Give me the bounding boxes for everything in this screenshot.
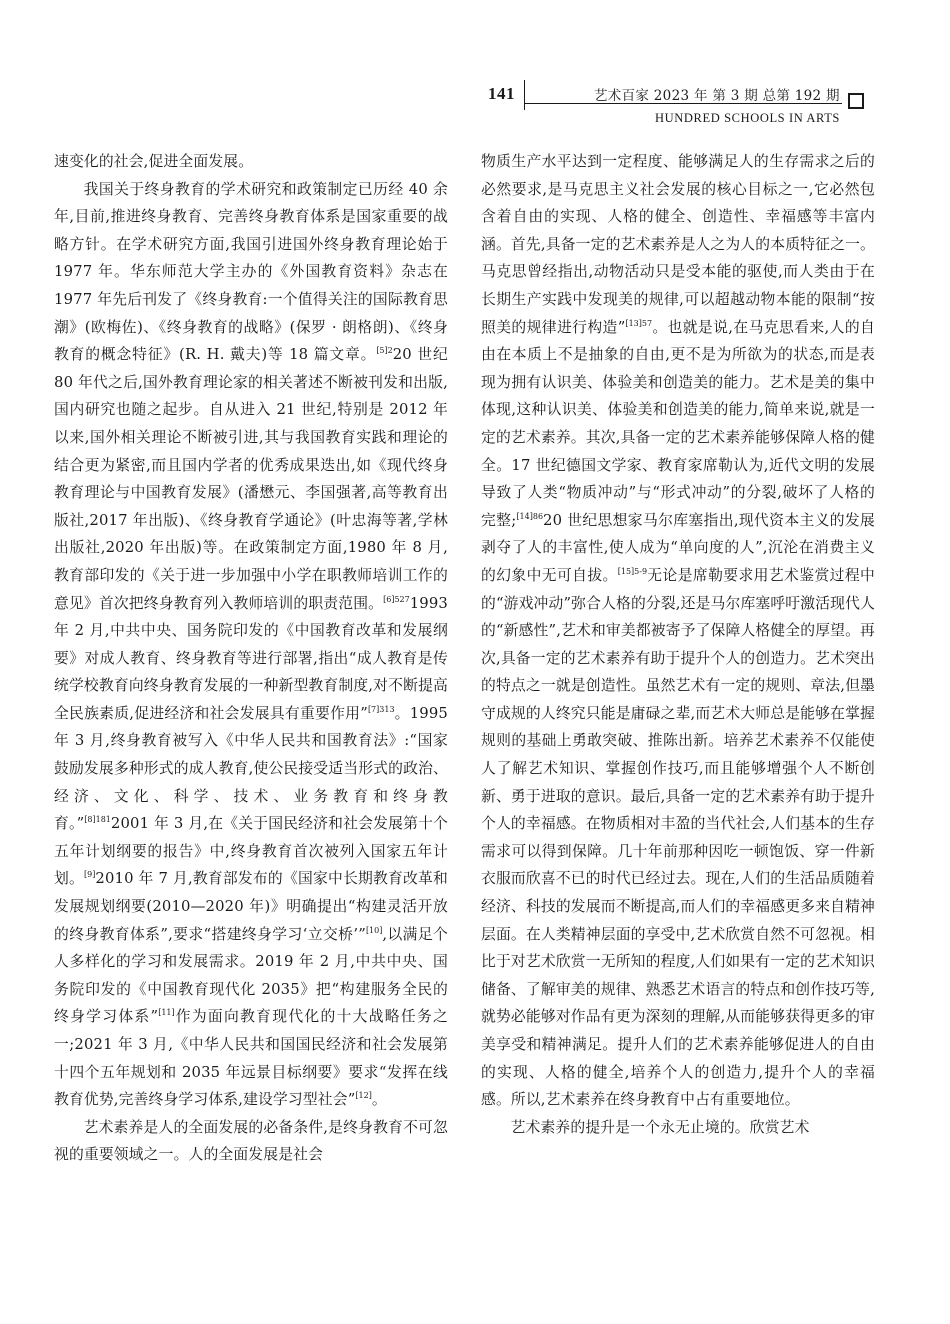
text-run: 。也就是说,在马克思看来,人的自由在本质上不是抽象的自由,更不是为所欲为的状态,而是表现为拥有认识美、体验美和创造美的能力。艺术是美的集中体现,这种认识美、体验美和创造美的能力,简单来说,就是一定的艺术素养。其次,具备一定的艺术素养能够保障人格的健全。17 世纪德国文学家、教育家席勒认为,近代文明的发展导致了人类“物质冲动”与“形式冲动”的分裂,破坏了人格的完整; xyxy=(481,318,876,529)
citation: [12] xyxy=(355,1091,372,1101)
journal-title-english: HUNDRED SCHOOLS IN ARTS xyxy=(655,111,840,125)
text-run: 20 世纪思想家马尔库塞指出,现代资本主义的发展剥夺了人的丰富性,使人成为“单向度的人”,沉沦在消费主义的幻象中无可自拔。 xyxy=(481,511,876,584)
citation: [11] xyxy=(158,1008,175,1018)
citation: [14]86 xyxy=(516,511,544,521)
paragraph: 艺术素养的提升是一个永无止境的。欣赏艺术 xyxy=(510,1118,810,1136)
text-run: 物质生产水平达到一定程度、能够满足人的生存需求之后的必然要求,是马克思主义社会发展的核心目标之一,它必然包含着自由的实现、人格的健全、创造性、幸福感等丰富内涵。首先,具备一定的艺术素养是人之为人的本质特征之一。马克思曾经指出,动物活动只是受本能的驱使,而人类由于在长期生产实践中发现美的规律,可以超越动物本能的限制“按照美的规律进行构造” xyxy=(481,153,875,336)
citation: [8]181 xyxy=(84,815,111,825)
text-run: 2010 年 7 月,教育部发布的《国家中长期教育改革和发展规划纲要(2010—2020 年)》明确提出“构建灵活开放的终身教育体系”,要求“搭建终身学习‘立交桥’” xyxy=(54,870,448,943)
paragraph: 速变化的社会,促进全面发展。 xyxy=(54,153,254,170)
journal-title: 艺术百家 2023 年 第 3 期 总第 192 期 xyxy=(594,88,840,104)
paragraph: 艺术素养是人的全面发展的必备条件,是终身教育不可忽视的重要领域之一。人的全面发展是社会 xyxy=(54,1118,448,1164)
text-run: 我国关于终身教育的学术研究和政策制定已历经 40 余年,目前,推进终身教育、完善终身教育体系是国家重要的战略方针。在学术研究方面,我国引进国外终身教育理论始于 1977 年。华东师范大学主办的《外国教育资料》杂志在 1977 年先后刊发了《终身教育:一个值得关注的国际教育思潮》(欧梅佐)、《终身教育的战略》(保罗 · 朗格朗)、《终身教育的概念特征》(R. H. 戴夫)等 18 篇文章。 xyxy=(54,180,448,364)
citation: [9] xyxy=(84,870,96,880)
citation: [5]2 xyxy=(376,346,393,356)
paragraph xyxy=(481,148,875,1114)
text-run: 无论是席勒要求用艺术鉴赏过程中的“游戏冲动”弥合人格的分裂,还是马尔库塞呼吁激活现代人的“新感性”,艺术和审美都被寄予了保障人格健全的厚望。再次,具备一定的艺术素养有助于提升个人的创造力。艺术突出的特点之一就是创造性。虽然艺术有一定的规则、章法,但墨守成规的人终究只能是庸碌之辈,而艺术大师总是能够在掌握规则的基础上勇敢突破、推陈出新。培养艺术素养不仅能使人了解艺术知识、掌握创作技巧,而且能够增强个人不断创新、勇于进取的意识。最后,具备一定的艺术素养有助于提升个人的幸福感。在物质相对丰盈的当代社会,人们基本的生存需求可以得到保障。几十年前那种因吃一顿饱饭、穿一件新衣服而欣喜不已的时代已经过去。现在,人们的生活品质随着经济、科技的发展而不断提高,而人们的幸福感更多来自精神层面。在人类精神层面的享受中,艺术欣赏自然不可忽视。相比于对艺术欣赏一无所知的程度,人们如果有一定的艺术知识储备、了解审美的规律、熟悉艺术语言的特点和创作技巧等,就势必能够对作品有更为深刻的理解,从而能够获得更多的审美享受和精神满足。提升人们的艺术素养能够促进人的自由的实现、人格的健全,培养个人的创造力,提升个人的幸福感。所以,艺术素养在终身教育中占有重要地位。 xyxy=(481,566,875,1109)
text-run: ,以满足个人多样化的学习和发展需求。2019 年 2 月,中共中央、国务院印发的《中国教育现代化 2035》把“构建服务全民的终身学习体系” xyxy=(54,925,448,1026)
citation: [13]57 xyxy=(625,318,653,328)
header-divider-vertical xyxy=(524,80,525,110)
right-column xyxy=(481,148,875,1141)
citation: [7]313 xyxy=(367,704,395,714)
text-run: 1993 年 2 月,中共中央、国务院印发的《中国教育改革和发展纲要》对成人教育、终身教育等进行部署,指出“成人教育是传统学校教育向终身教育发展的一种新型教育制度,对不断提高全民族素质,促进经济和社会发展具有重要作用” xyxy=(54,594,448,722)
citation: [10] xyxy=(365,925,383,935)
paragraph xyxy=(54,176,448,1114)
citation: [6]527 xyxy=(383,594,410,604)
left-column xyxy=(54,148,448,1169)
text-run: 20 世纪 80 年代之后,国外教育理论家的相关著述不断被刊发和出版,国内研究也随之起步。自从进入 21 世纪,特别是 2012 年以来,国外相关理论不断被引进,其与我国教育实践和理论的结合更为紧密,而且国内学者的优秀成果迭出,如《现代终身教育理论与中国教育发展》(潘懋元、李国强著,高等教育出版社,2017 年出版)、《终身教育学通论》(叶忠海等著,学林出版社,2020 年出版)等。在政策制定方面,1980 年 8 月,教育部印发的《关于进一步加强中小学在职教师培训工作的意见》首次把终身教育列入教师培训的职责范围。 xyxy=(54,346,448,612)
text-run: 。 xyxy=(371,1091,387,1109)
text-run: 。1995 年 3 月,终身教育被写入《中华人民共和国教育法》:“国家鼓励发展多种形式的成人教育,使公民接受适当形式的政治、经济、文化、科学、技术、业务教育和终身教育。” xyxy=(54,704,448,833)
text-run: 2001 年 3 月,在《关于国民经济和社会发展第十个五年计划纲要的报告》中,终身教育首次被列入国家五年计划。 xyxy=(54,815,448,888)
citation: [15]5-9 xyxy=(617,566,648,576)
page-number: 141 xyxy=(488,84,515,103)
header-square-icon xyxy=(848,93,864,109)
text-run: 作为面向教育现代化的十大战略任务之一;2021 年 3 月,《中华人民共和国国民经济和社会发展第十四个五年规划和 2035 年远景目标纲要》要求“发挥在线教育优势,完善终身学习体系,建设学习型社会” xyxy=(54,1008,448,1109)
